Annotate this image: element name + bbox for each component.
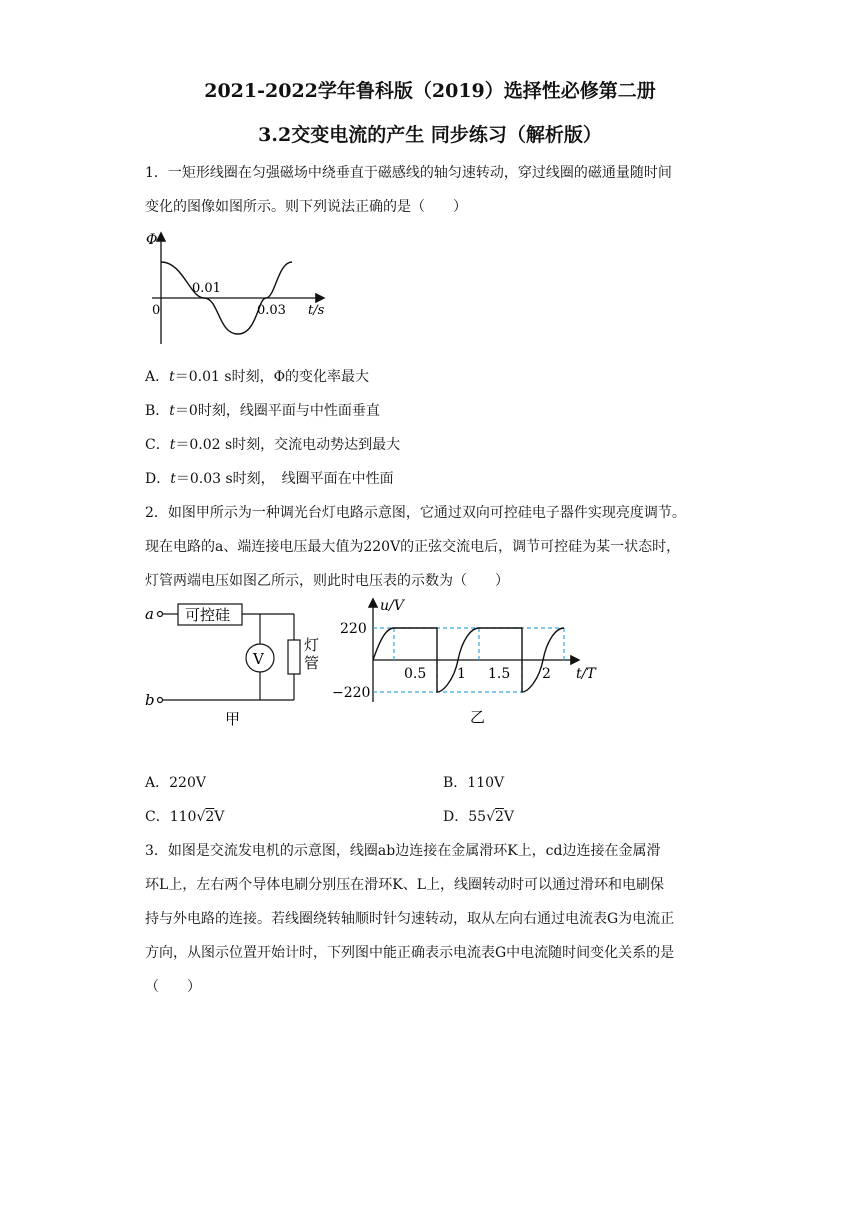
q2-y-top: 220 [340,621,367,637]
q1-stem-line1: 1．一矩形线圈在匀强磁场中绕垂直于磁感线的轴匀速转动，穿过线圈的磁通量随时间 [145,165,672,181]
q3-stem-line1: 3．如图是交流发电机的示意图，线圈ab边连接在金属滑环K上，cd边连接在金属滑 [145,843,661,859]
q2-option-a[interactable]: A．220V [145,775,206,791]
q2-option-b[interactable]: B．110V [443,775,505,791]
q1-tick-0.01: 0.01 [192,281,221,296]
circuit-caption: 甲 [225,710,241,728]
lamp-resistor [288,640,300,674]
q2-y-bottom: −220 [332,685,371,701]
q2-x-label: t/T [576,666,596,682]
q2-stem-line3: 灯管两端电压如图乙所示，则此时电压表的示数为（ ） [145,573,509,589]
q2-tick-2: 2 [542,666,551,682]
q3-stem-line5: （ ） [145,979,201,995]
lamp-label-1: 灯 [304,636,320,654]
graph-caption: 乙 [470,708,486,726]
document-subtitle: 3.2交变电流的产生 同步练习（解析版） [258,124,602,146]
terminal-b [158,698,163,703]
q2-tick-1: 1 [457,666,466,682]
q1-x-label: t/s [308,303,325,318]
terminal-b-label: b [145,691,155,709]
q2-circuit-diagram [140,596,340,730]
q1-tick-0.03: 0.03 [257,303,286,318]
scr-label: 可控硅 [185,606,231,624]
q2-y-label: u/V [380,598,404,614]
q2-stem-line1: 2．如图甲所示为一种调光台灯电路示意图，它通过双向可控硅电子器件实现亮度调节。 [145,505,686,521]
q2-tick-0.5: 0.5 [404,666,427,682]
q1-option-a[interactable]: A．t＝0.01 s时刻，Φ的变化率最大 [145,369,370,385]
terminal-a [158,612,163,617]
q1-y-label: Φ [146,232,158,248]
q1-option-c[interactable]: C．t＝0.02 s时刻，交流电动势达到最大 [145,437,401,453]
q3-stem-line3: 持与外电路的连接。若线圈绕转轴顺时针匀速转动，取从左向右通过电流表G为电流正 [145,911,675,927]
q3-stem-line4: 方向，从图示位置开始计时，下列图中能正确表示电流表G中电流随时间变化关系的是 [145,945,675,961]
terminal-a-label: a [145,605,154,623]
q1-origin-label: 0 [152,303,161,318]
q1-option-d[interactable]: D．t＝0.03 s时刻， 线圈平面在中性面 [145,471,394,487]
lamp-label-2: 管 [304,654,320,672]
q2-stem-line2: 现在电路的a、端连接电压最大值为220V的正弦交流电后，调节可控硅为某一状态时， [145,539,681,555]
q1-option-b[interactable]: B．t＝0时刻，线圈平面与中性面垂直 [145,403,380,419]
document-title: 2021-2022学年鲁科版（2019）选择性必修第二册 [204,80,656,102]
voltmeter-label: V [253,650,264,668]
q1-stem-line2: 变化的图像如图所示。则下列说法正确的是（ ） [145,199,467,215]
sqrt-icon: √ [196,809,206,825]
q2-option-d[interactable]: D．55√2V [443,809,515,825]
q2-option-c[interactable]: C．110√2V [145,809,225,825]
q2-tick-1.5: 1.5 [488,666,511,682]
q2-voltage-graph [330,592,610,732]
q3-stem-line2: 环L上，左右两个导体电刷分别压在滑环K、L上，线圈转动时可以通过滑环和电刷保 [145,877,665,893]
q1-flux-graph [140,226,340,351]
sqrt-icon: √ [486,809,495,825]
